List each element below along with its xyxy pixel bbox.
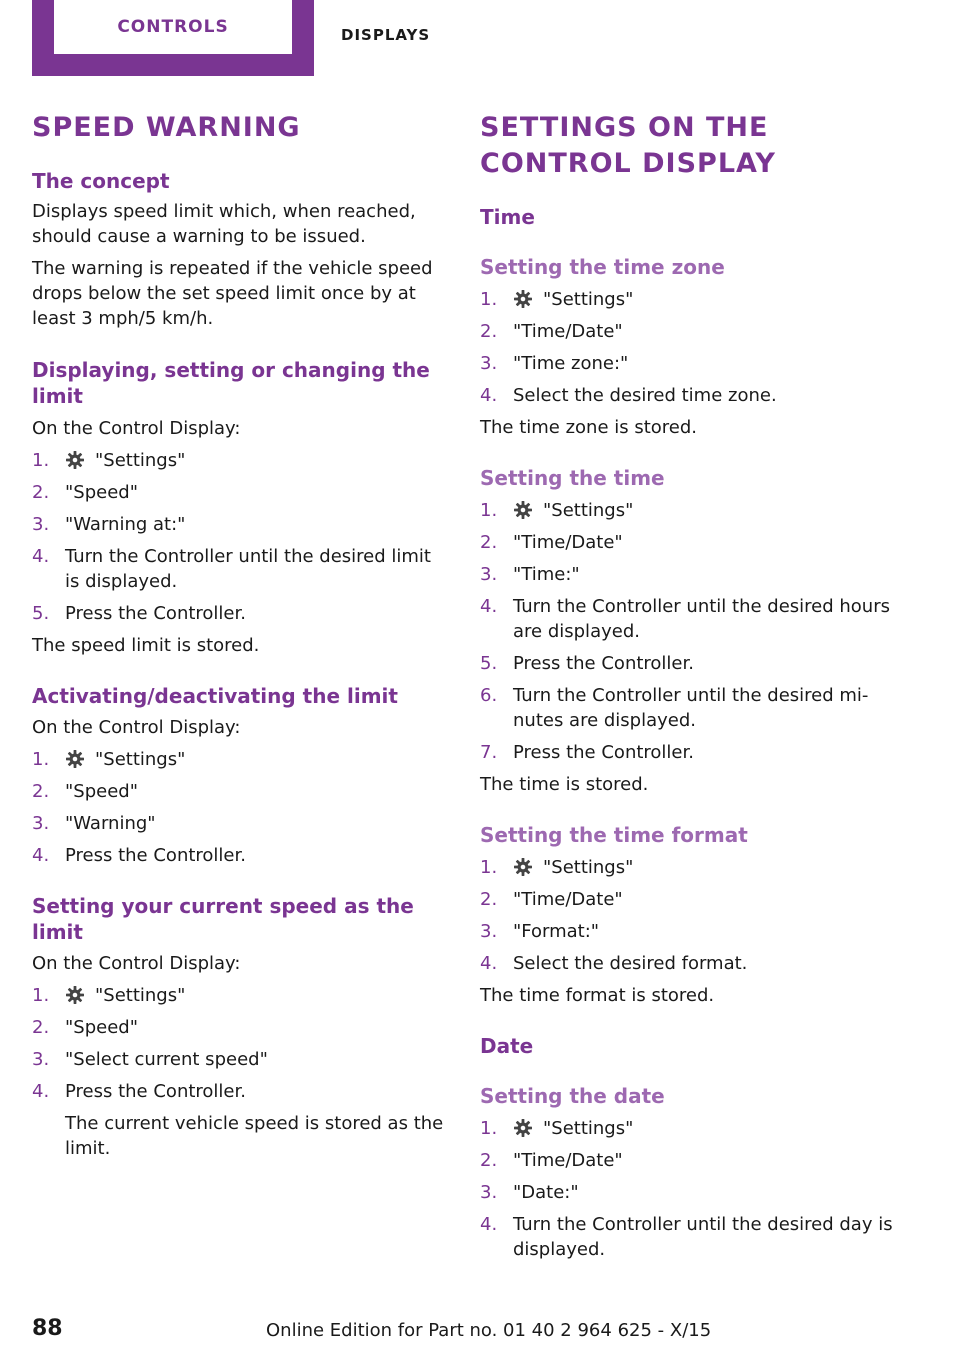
gear-icon bbox=[513, 500, 533, 520]
header-tab-displays: DISPLAYS bbox=[341, 26, 431, 44]
heading-displaying-limit: Displaying, setting or changing the limit bbox=[32, 358, 430, 408]
heading-date: Date bbox=[480, 1034, 534, 1058]
heading-setting-time: Setting the time bbox=[480, 466, 665, 490]
list-item: 4. Press the Controller. bbox=[32, 845, 246, 866]
gear-icon bbox=[65, 749, 85, 769]
current-steps bbox=[32, 983, 450, 1104]
heading-setting-date: Setting the date bbox=[480, 1084, 665, 1108]
time-zone-steps bbox=[480, 287, 900, 408]
concept-paragraph-1: Displays speed limit which, when reached, should cause a warning to be issued. bbox=[32, 201, 416, 247]
list-item: 4. Select the desired time zone. bbox=[480, 385, 777, 406]
time-result: The time is stored. bbox=[480, 774, 649, 795]
header-tab-controls bbox=[32, 0, 314, 76]
displaying-result: The speed limit is stored. bbox=[32, 635, 260, 656]
list-item: 3. "Warning" bbox=[32, 813, 156, 834]
list-item: 4. Press the Controller. bbox=[32, 1081, 246, 1102]
displaying-steps bbox=[32, 448, 450, 626]
list-item: 5. Press the Controller. bbox=[480, 653, 694, 674]
activating-steps bbox=[32, 747, 450, 868]
activating-intro: On the Control Display: bbox=[32, 717, 241, 738]
list-item: 2. "Speed" bbox=[32, 482, 138, 503]
list-item: 3. "Date:" bbox=[480, 1182, 579, 1203]
current-note: The current vehicle speed is stored as the limit. bbox=[65, 1113, 444, 1159]
right-column bbox=[480, 110, 900, 1262]
gear-icon bbox=[513, 289, 533, 309]
heading-time: Time bbox=[480, 205, 535, 229]
list-item: 2. "Time/Date" bbox=[480, 532, 623, 553]
footer-edition: Online Edition for Part no. 01 40 2 964 625 - X/15 bbox=[266, 1320, 712, 1341]
time-zone-result: The time zone is stored. bbox=[480, 417, 698, 438]
left-column bbox=[32, 110, 450, 1161]
gear-icon bbox=[65, 985, 85, 1005]
list-item: 3. "Select current speed" bbox=[32, 1049, 268, 1070]
format-steps bbox=[480, 855, 900, 976]
heading-time-format: Setting the time format bbox=[480, 823, 748, 847]
list-item: 2. "Time/Date" bbox=[480, 321, 623, 342]
header-tab-controls-label: CONTROLS bbox=[54, 0, 292, 54]
list-item: 3. "Time zone:" bbox=[480, 353, 629, 374]
section-title-settings: SETTINGS ON THE CONTROL DISPLAY bbox=[480, 112, 776, 179]
heading-activating-limit: Activating/deactivating the limit bbox=[32, 684, 398, 708]
list-item: 2. "Speed" bbox=[32, 781, 138, 802]
format-result: The time format is stored. bbox=[480, 985, 715, 1006]
page-number: 88 bbox=[32, 1316, 63, 1341]
list-item: 7. Press the Controller. bbox=[480, 742, 694, 763]
list-item: 1. "Settings" bbox=[32, 450, 186, 471]
list-item: 4. Turn the Controller until the desired limit is displayed. bbox=[32, 546, 431, 592]
gear-icon bbox=[513, 857, 533, 877]
list-item: 3. "Warning at:" bbox=[32, 514, 186, 535]
list-item: 2. "Time/Date" bbox=[480, 889, 623, 910]
list-item: 1. "Settings" bbox=[480, 1118, 634, 1139]
time-steps bbox=[480, 498, 900, 765]
section-title-speed-warning: SPEED WARNING bbox=[32, 112, 301, 143]
list-item: 2. "Time/Date" bbox=[480, 1150, 623, 1171]
list-item: 3. "Time:" bbox=[480, 564, 580, 585]
current-intro: On the Control Display: bbox=[32, 953, 241, 974]
displaying-intro: On the Control Display: bbox=[32, 418, 241, 439]
list-item: 4. Turn the Controller until the desired day is displayed. bbox=[480, 1214, 893, 1260]
list-item: 1. "Settings" bbox=[32, 749, 186, 770]
list-item: 1. "Settings" bbox=[32, 985, 186, 1006]
heading-time-zone: Setting the time zone bbox=[480, 255, 725, 279]
list-item: 4. Turn the Controller until the desired hours are displayed. bbox=[480, 596, 890, 642]
gear-icon bbox=[513, 1118, 533, 1138]
list-item: 2. "Speed" bbox=[32, 1017, 138, 1038]
list-item: 1. "Settings" bbox=[480, 857, 634, 878]
list-item: 4. Select the desired format. bbox=[480, 953, 748, 974]
concept-paragraph-2: The warning is repeated if the vehicle speed drops below the set speed limit once by at least 3 mph/5 km/h. bbox=[32, 258, 433, 329]
list-item: 1. "Settings" bbox=[480, 289, 634, 310]
heading-current-speed-limit: Setting your current speed as the limit bbox=[32, 894, 414, 944]
list-item: 3. "Format:" bbox=[480, 921, 600, 942]
heading-the-concept: The concept bbox=[32, 169, 170, 193]
date-steps bbox=[480, 1116, 900, 1262]
gear-icon bbox=[65, 450, 85, 470]
list-item: 6. Turn the Controller until the desired mi‐ nutes are displayed. bbox=[480, 685, 869, 731]
list-item: 1. "Settings" bbox=[480, 500, 634, 521]
list-item: 5. Press the Controller. bbox=[32, 603, 246, 624]
